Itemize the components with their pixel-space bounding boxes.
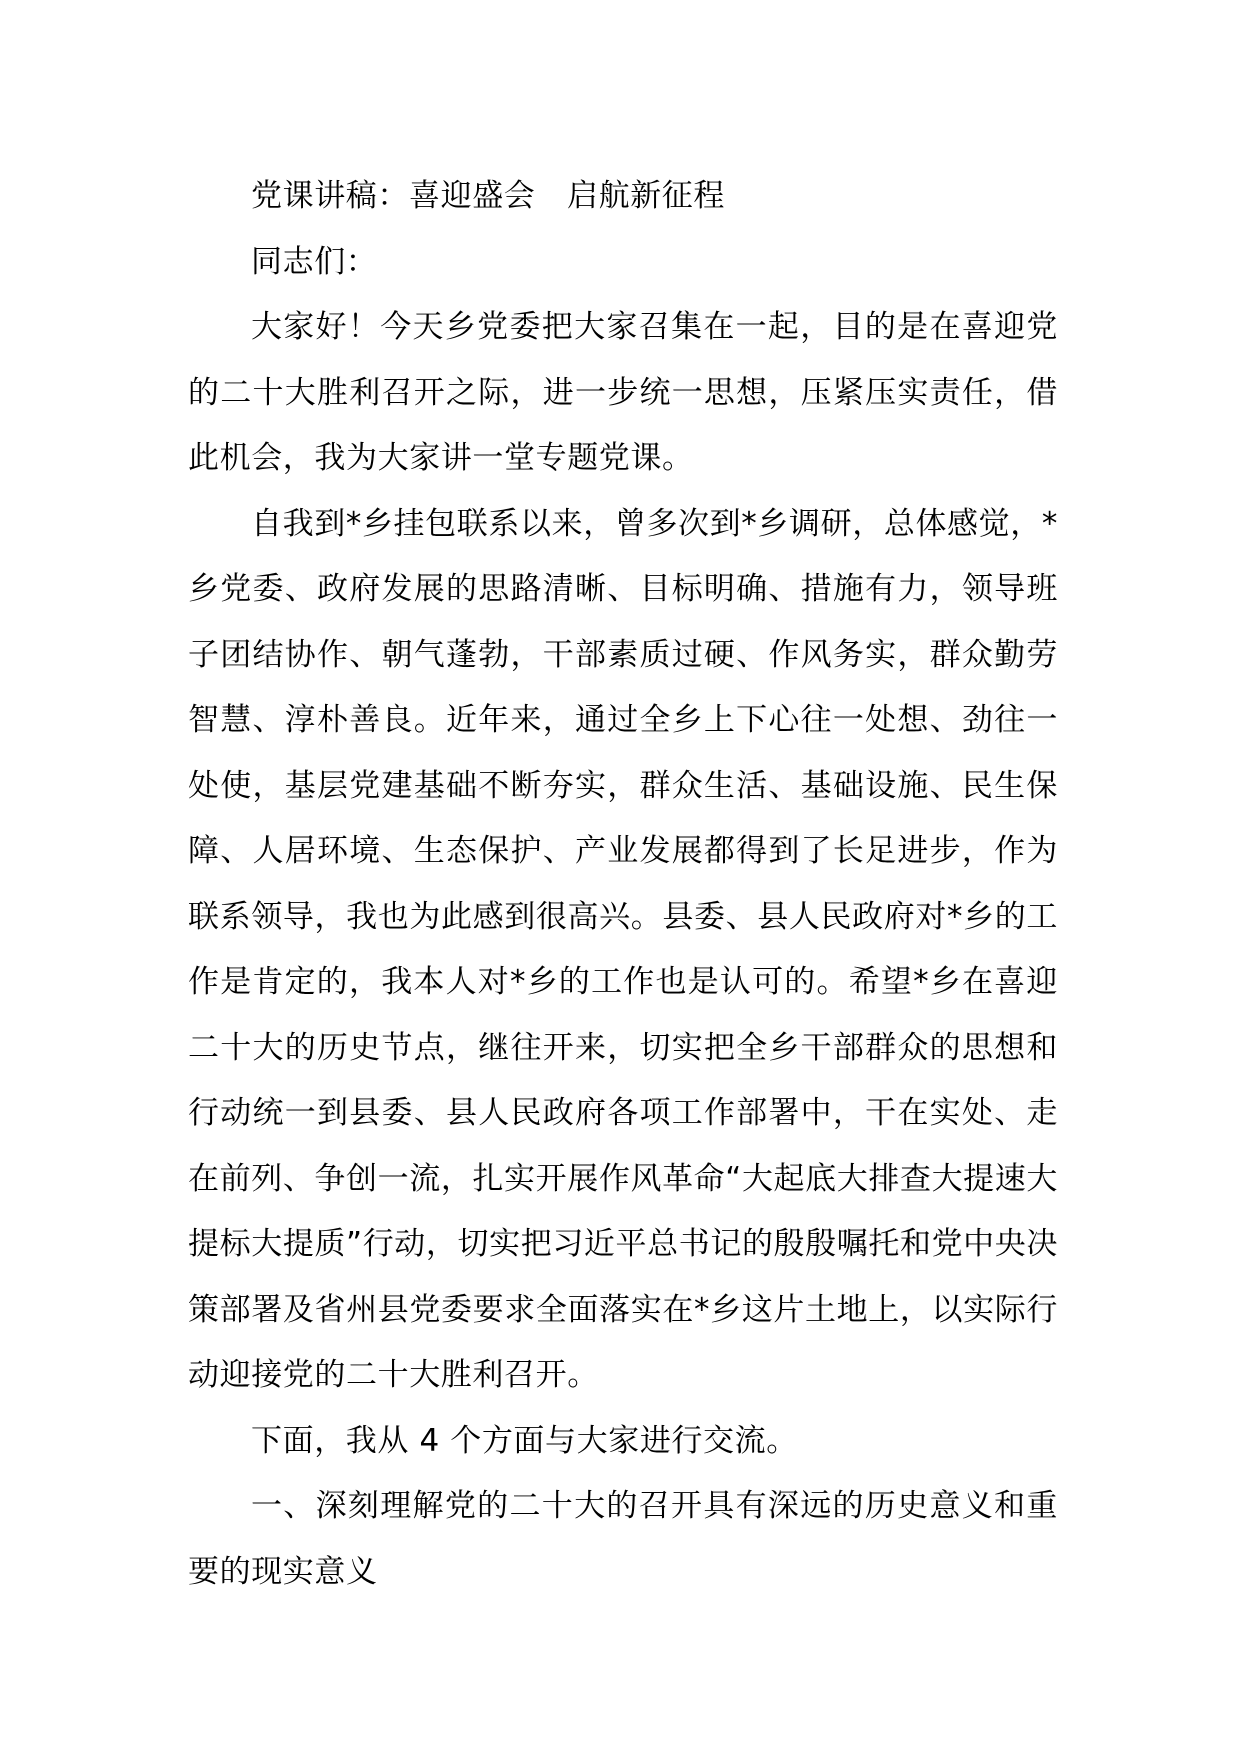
- salutation: 同志们：: [251, 243, 378, 280]
- paragraph-outline: 下面，我从 4 个方面与大家进行交流。: [251, 1422, 798, 1459]
- document-body: [188, 164, 1058, 1605]
- section-heading-1: 一、深刻理解党的二十大的召开具有深远的历史意义和重要的现实意义: [188, 1488, 1058, 1590]
- paragraph-overview: 自我到*乡挂包联系以来，曾多次到*乡调研，总体感觉，*乡党委、政府发展的思路清晰、目标明确、措施有力，领导班子团结协作、朝气蓬勃，干部素质过硬、作风务实，群众勤劳智慧、淳朴善良。近年来，通过全乡上下心往一处想、劲往一处使，基层党建基础不断夯实，群众生活、基础设施、民生保障、人居环境、生态保护、产业发展都得到了长足进步，作为联系领导，我也为此感到很高兴。县委、县人民政府对*乡的工作是肯定的，我本人对*乡的工作也是认可的。希望*乡在喜迎二十大的历史节点，继往开来，切实把全乡干部群众的思想和行动统一到县委、县人民政府各项工作部署中，干在实处、走在前列、争创一流，扎实开展作风革命“大起底大排查大提速大提标大提质”行动，切实把习近平总书记的殷殷嘱托和党中央决策部署及省州县党委要求全面落实在*乡这片土地上，以实际行动迎接党的二十大胜利召开。: [188, 505, 1058, 1393]
- document-title: 党课讲稿：喜迎盛会 启航新征程: [251, 178, 725, 214]
- paragraph-greeting: 大家好！今天乡党委把大家召集在一起，目的是在喜迎党的二十大胜利召开之际，进一步统一思想，压紧压实责任，借此机会，我为大家讲一堂专题党课。: [188, 309, 1058, 476]
